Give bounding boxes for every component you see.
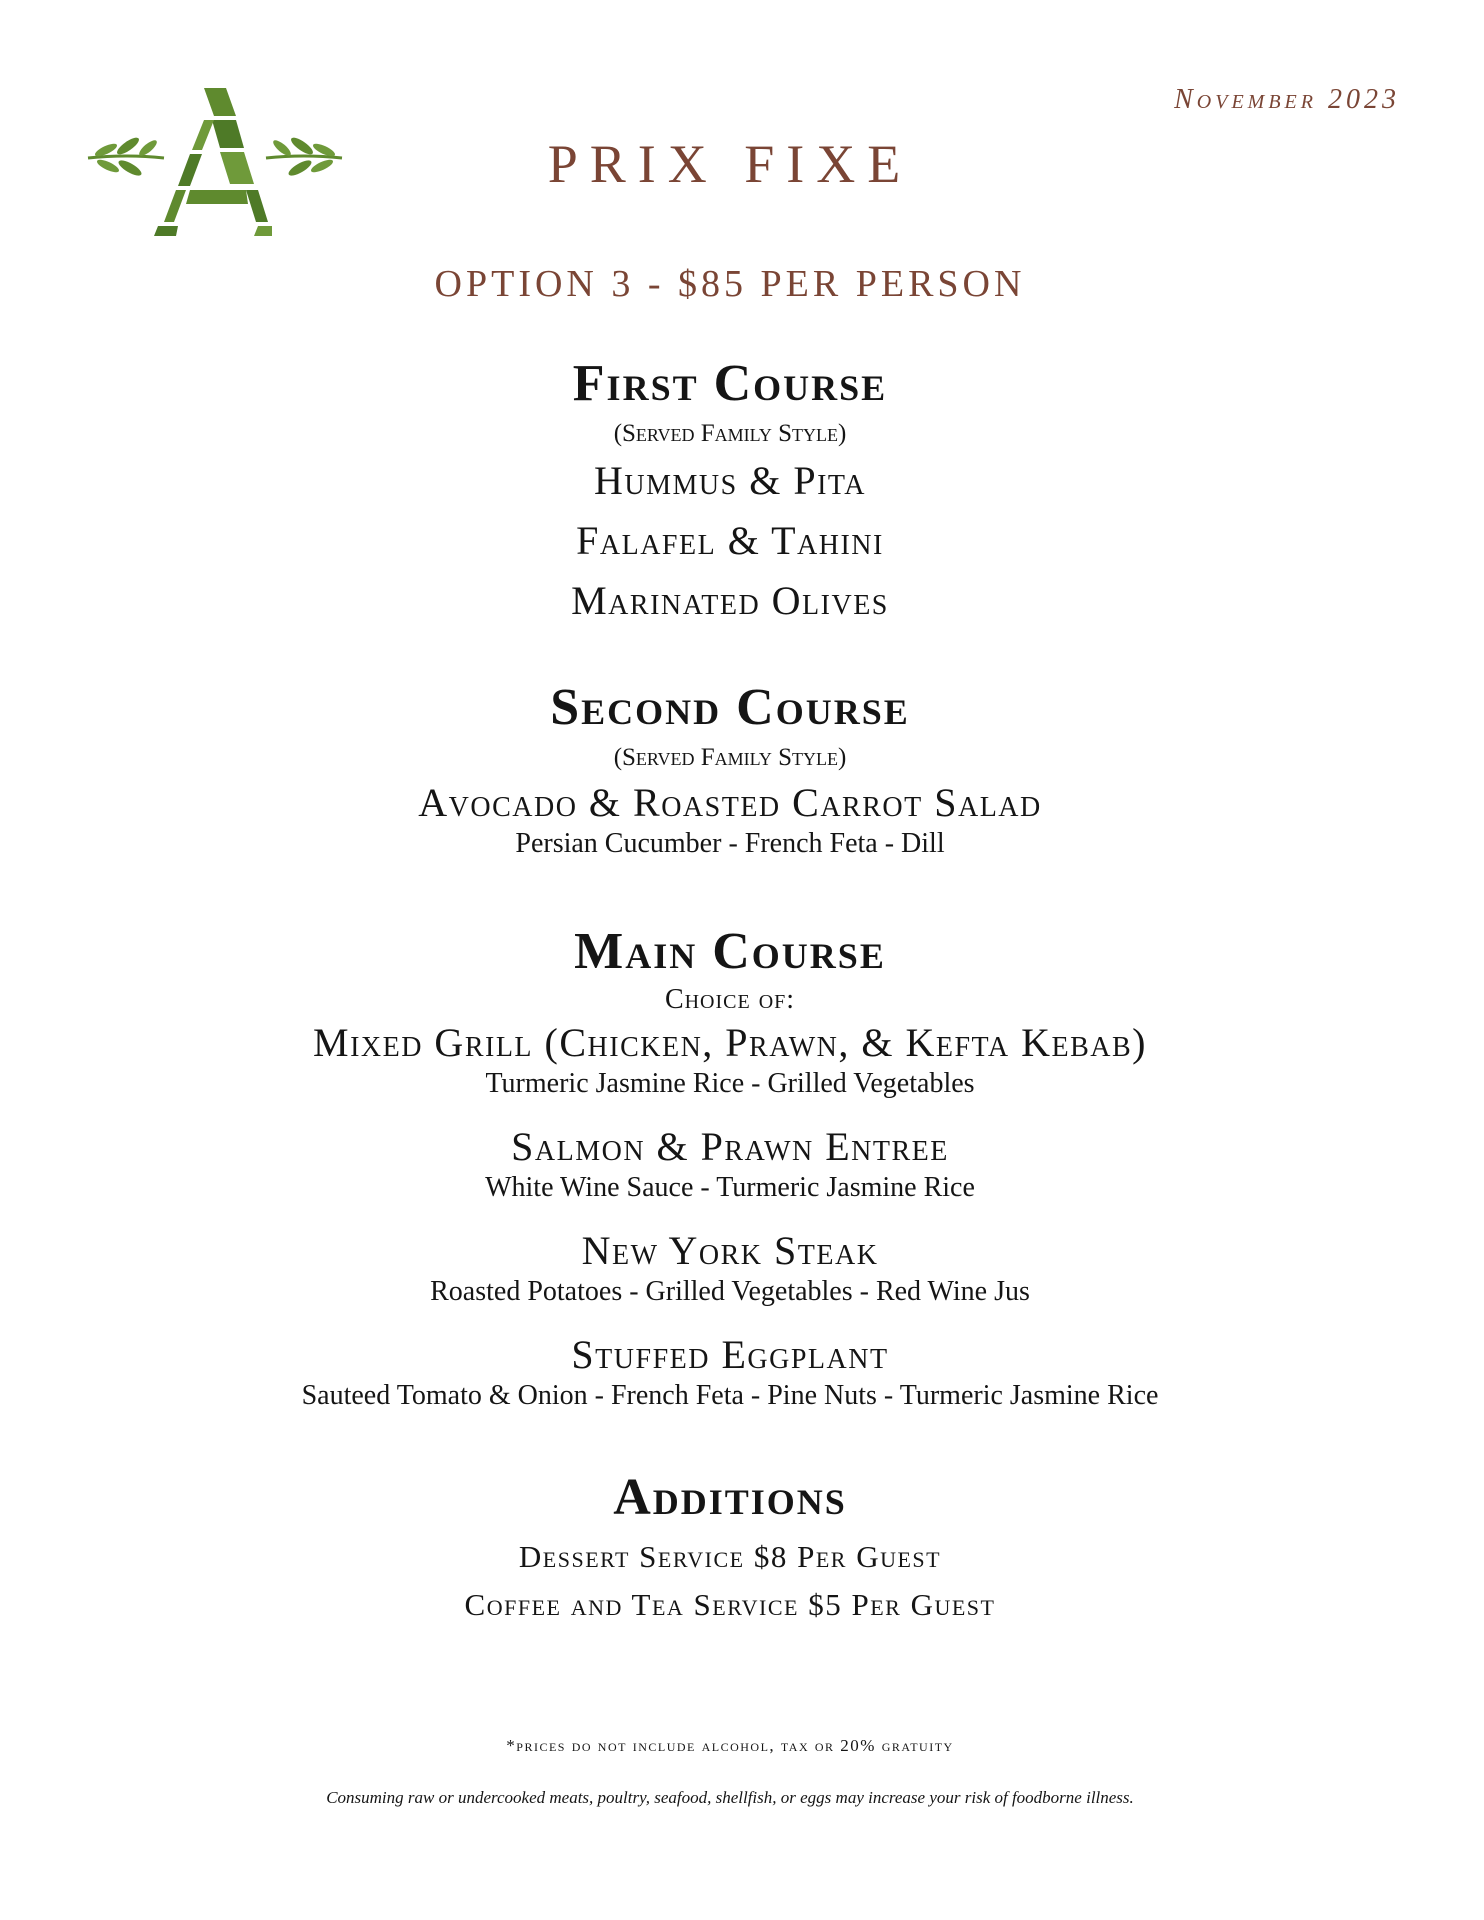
first-course-item: Falafel & Tahini — [576, 518, 884, 563]
addition-item: Dessert Service $8 Per Guest — [518, 1539, 942, 1574]
food-safety-disclaimer: Consuming raw or undercooked meats, poultry, seafood, shellfish, or eggs may increase your risk of foodborne illness. — [326, 1788, 1134, 1807]
page-title: PRIX FIXE — [547, 134, 913, 194]
addition-item: Coffee and Tea Service $5 Per Guest — [464, 1587, 996, 1622]
price-footnote: *prices do not include alcohol, tax or 20% gratuity — [506, 1736, 954, 1755]
main-course-item — [0, 1227, 1460, 1309]
second-course-item: Avocado & Roasted Carrot Salad — [418, 780, 1042, 825]
main-course-item-name: Mixed Grill (Chicken, Prawn, & Kefta Kebab) — [313, 1020, 1147, 1065]
price-option: OPTION 3 - $85 PER PERSON — [434, 263, 1026, 305]
main-course-item-name: Stuffed Eggplant — [571, 1332, 889, 1377]
first-course-title: First Course — [572, 355, 888, 412]
main-course-item-desc: White Wine Sauce - Turmeric Jasmine Rice — [485, 1172, 975, 1203]
first-course-item: Marinated Olives — [571, 578, 889, 623]
menu-body — [0, 355, 1460, 1629]
first-course-item: Hummus & Pita — [594, 458, 866, 503]
first-course-note: (Served Family Style) — [613, 420, 847, 447]
main-course-item-desc: Turmeric Jasmine Rice - Grilled Vegetables — [485, 1068, 975, 1099]
additions-title: Additions — [613, 1469, 847, 1526]
main-course-item-desc: Roasted Potatoes - Grilled Vegetables - Red Wine Jus — [430, 1276, 1030, 1307]
main-course-title: Main Course — [574, 923, 886, 980]
main-course-item-name: Salmon & Prawn Entree — [511, 1124, 949, 1169]
main-course-choice: Choice of: — [664, 984, 796, 1015]
main-course-item-desc: Sauteed Tomato & Onion - French Feta - Pine Nuts - Turmeric Jasmine Rice — [301, 1380, 1159, 1411]
main-course-item — [0, 1123, 1460, 1205]
main-course-item — [0, 1331, 1460, 1413]
second-course-note: (Served Family Style) — [613, 744, 847, 771]
main-course-item — [0, 1019, 1460, 1101]
main-course-item-name: New York Steak — [581, 1228, 879, 1273]
second-course-title: Second Course — [550, 679, 910, 736]
second-course-section — [0, 679, 1460, 861]
first-course-section — [0, 355, 1460, 631]
second-course-desc: Persian Cucumber - French Feta - Dill — [515, 828, 945, 859]
main-course-section — [0, 923, 1460, 1413]
additions-section — [0, 1469, 1460, 1629]
menu-date: November 2023 — [1174, 84, 1400, 115]
